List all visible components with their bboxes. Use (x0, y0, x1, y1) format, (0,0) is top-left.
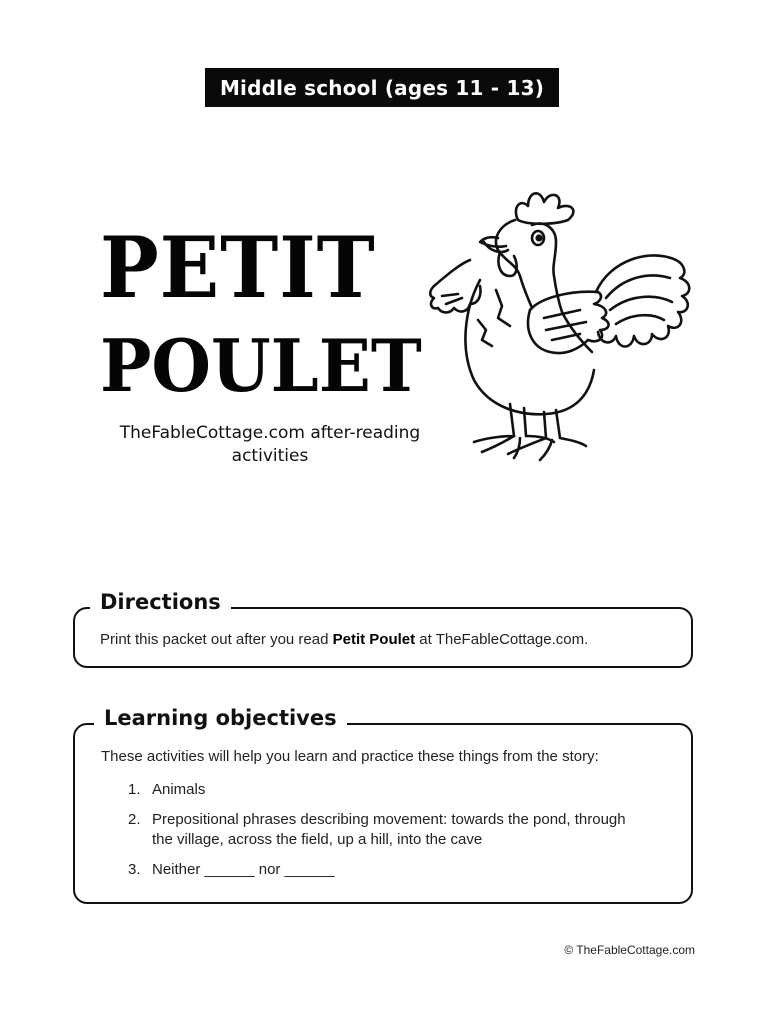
story-title-bold: Petit Poulet (332, 631, 416, 648)
learning-objectives-heading: Learning objectives (94, 706, 347, 730)
age-level-banner: Middle school (ages 11 - 13) (205, 68, 559, 107)
copyright-footer: © TheFableCottage.com (564, 943, 695, 957)
subtitle (100, 422, 440, 468)
objectives-intro: These activities will help you learn and practice these things from the story: (101, 748, 599, 765)
objectives-list (128, 780, 648, 890)
page-title-line-2: POULET (100, 323, 422, 408)
subtitle-line-1: TheFableCottage.com after-reading (119, 423, 421, 443)
directions-text: Print this packet out after you read Petit Poulet at TheFableCottage.com. (100, 631, 589, 648)
page-title-line-1: PETIT (100, 218, 376, 317)
list-item: 2. Prepositional phrases describing movement: towards the pond, through the village, across the field, up a hill, into the cave (128, 811, 626, 848)
subtitle-line-2: activities (231, 446, 309, 466)
list-item: 1. Animals (128, 781, 206, 798)
rooster-icon (420, 180, 700, 465)
list-item: 3. Neither ______ nor ______ (128, 861, 335, 878)
directions-heading: Directions (90, 590, 231, 614)
